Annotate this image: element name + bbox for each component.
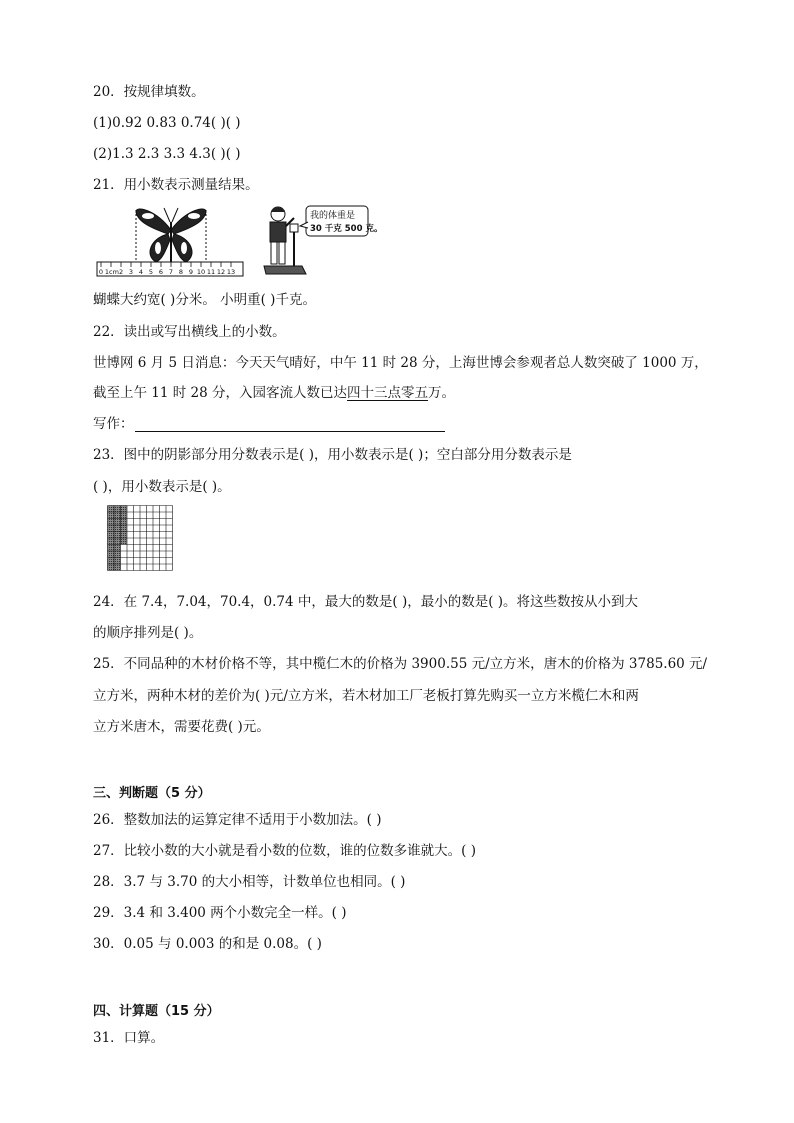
butterfly-ruler-figure: [96, 200, 246, 284]
q25-line-1: 25．不同品种的木材价格不等，其中榄仁木的价格为 3900.55 元/立方米，唐木的价格为 3785.60 元/: [93, 656, 708, 672]
speech-line-1: 我的体重是: [310, 211, 356, 221]
ruler-label-4: 4: [138, 268, 144, 276]
q22-text-1: 世博网 6 月 5 日消息：今天天气晴好，中午 11 时 28 分，上海世博会参观者总人数突破了 1000 万，: [93, 355, 708, 371]
q20-line-1: (1)0.92 0.83 0.74( )( ): [93, 115, 241, 131]
q22-title: 22．读出或写出横线上的小数。: [93, 324, 286, 340]
boy-scale-illustration: [262, 204, 383, 280]
q22-underlined-number: 四十三点零五: [347, 385, 429, 401]
q22-answer-line[interactable]: [135, 431, 445, 432]
hundred-grid: [107, 505, 173, 571]
ruler-label-5: 5: [148, 268, 154, 276]
q27: 27．比较小数的大小就是看小数的位数，谁的位数多谁就大。( ): [93, 843, 477, 859]
boy-on-scale-figure: [262, 204, 383, 284]
speech-line-2: 30 千克 500 克。: [310, 224, 383, 234]
ruler-label-1: 1cm2: [104, 268, 124, 276]
q22-write-label: 写作：: [93, 416, 134, 432]
ruler-label-13: 13: [226, 268, 236, 276]
q25-line-3: 立方米唐木，需要花费( )元。: [93, 719, 270, 735]
ruler-label-12: 12: [216, 268, 226, 276]
q26: 26．整数加法的运算定律不适用于小数加法。( ): [93, 812, 382, 828]
ruler-label-7: 7: [168, 268, 174, 276]
q21-title: 21．用小数表示测量结果。: [93, 177, 259, 193]
q21-answer: 蝴蝶大约宽( )分米。 小明重( )千克。: [93, 292, 316, 308]
butterfly-ruler-illustration: [96, 200, 246, 280]
ruler-label-6: 6: [158, 268, 164, 276]
q24-line-1: 24．在 7.4，7.04，70.4，0.74 中，最大的数是( )，最小的数是( )。将这些数按从小到大: [93, 594, 639, 610]
q30: 30．0.05 与 0.003 的和是 0.08。( ): [93, 936, 322, 952]
q24-line-2: 的顺序排列是( )。: [93, 625, 203, 641]
section-3-heading: 三、判断题（5 分）: [93, 786, 211, 801]
q22-text-2: [93, 383, 455, 403]
ruler-label-8: 8: [178, 268, 184, 276]
q25-line-2: 立方米，两种木材的差价为( )元/立方米，若木材加工厂老板打算先购买一立方米榄仁木和两: [93, 688, 639, 704]
q23-line-1: 23．图中的阴影部分用分数表示是( )，用小数表示是( )；空白部分用分数表示是: [93, 447, 572, 463]
q29: 29．3.4 和 3.400 两个小数完全一样。( ): [93, 905, 347, 921]
ruler-label-9: 9: [188, 268, 194, 276]
q31: 31．口算。: [93, 1030, 165, 1046]
q22-text-2c: 万。: [428, 385, 456, 401]
q23-line-2: ( )，用小数表示是( )。: [93, 479, 231, 495]
q28: 28．3.7 与 3.70 的大小相等，计数单位也相同。( ): [93, 874, 406, 890]
fraction-grid-figure: [107, 505, 173, 575]
q20-line-2: (2)1.3 2.3 3.3 4.3( )( ): [93, 146, 241, 162]
ruler-label-11: 11: [206, 268, 216, 276]
ruler-label-0: 0: [98, 268, 104, 276]
q20-title: 20．按规律填数。: [93, 84, 205, 100]
section-4-heading: 四、计算题（15 分）: [93, 1004, 220, 1019]
ruler-label-3: 3: [128, 268, 134, 276]
q22-text-2a: 截至上午 11 时 28 分，入园客流人数已达: [93, 385, 348, 401]
ruler-label-10: 10: [196, 268, 206, 276]
